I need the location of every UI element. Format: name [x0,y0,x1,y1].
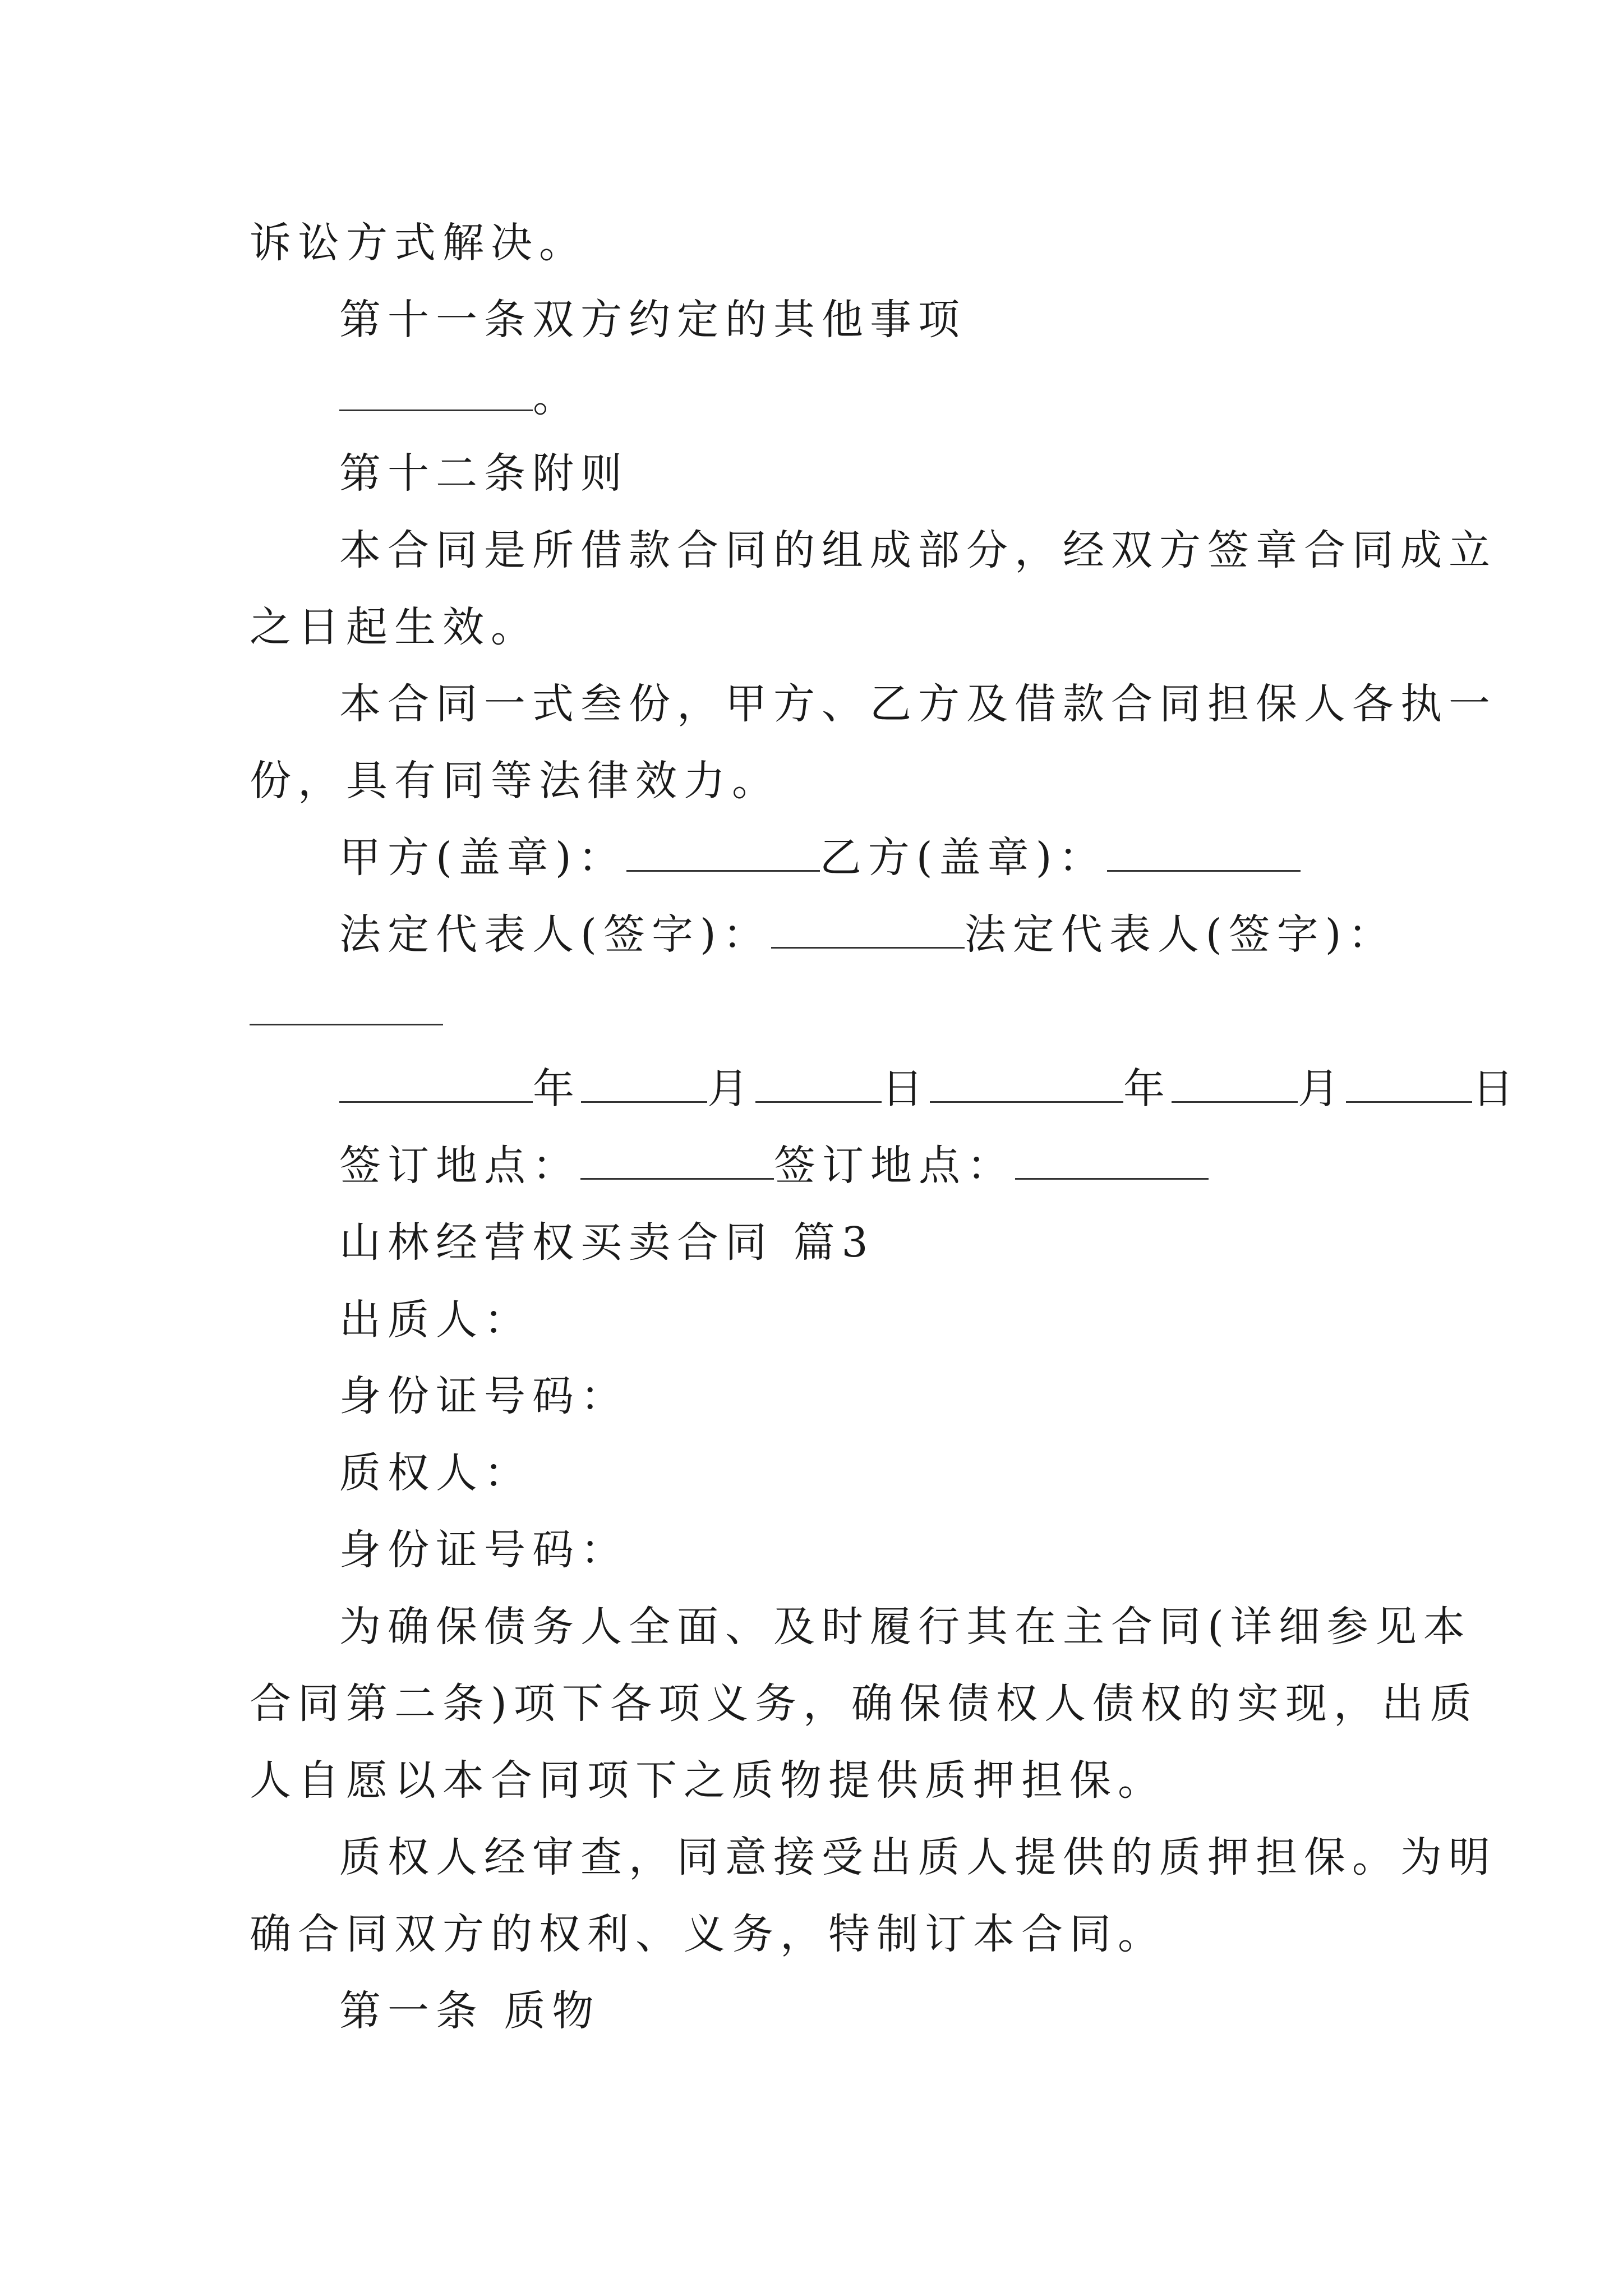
party-b-representative-label: 法定代表人(签字)： [964,910,1396,959]
month-label: 月 [707,1065,755,1113]
text-line: 出质人： [339,1296,532,1344]
party-a-representative-blank [771,913,965,949]
paragraph-line [339,523,1497,577]
text-line: 身份证号码： [339,1526,629,1574]
paragraph-line [339,677,1497,731]
signing-place-blank [1015,1144,1209,1180]
paragraph-line [250,1677,1478,1731]
paragraph-line [339,1600,1472,1654]
text-line: 第十二条附则 [339,449,629,498]
seal-line [339,831,1301,885]
day-label: 日 [1472,1065,1520,1113]
text-line: 身份证号码： [339,1372,629,1420]
paragraph-line [250,1754,1166,1807]
year-label: 年 [1123,1065,1172,1113]
paragraph-line [250,1907,1166,1961]
article-11-blank-line [339,370,581,424]
party-b-seal-label: 乙方(盖章)： [819,834,1107,882]
party-a-representative-label: 法定代表人(签字)： [339,910,771,959]
signing-place-line [339,1139,1209,1193]
paragraph-line [250,600,539,654]
day-blank [1346,1068,1472,1103]
paragraph-line [250,754,780,808]
month-label: 月 [1298,1065,1346,1113]
text-line: 质权人： [339,1449,532,1497]
text-line: 诉讼方式解决。 [250,219,587,267]
pledgor-label [339,1293,532,1347]
paragraph-line [339,1830,1497,1884]
text-line: 。 [533,373,581,421]
signing-place-label: 签订地点： [339,1142,580,1190]
signing-place-blank [580,1144,774,1180]
paragraph-continuation [250,216,587,270]
text-line: 本合同一式叁份，甲方、乙方及借款合同担保人各执一 [339,680,1497,728]
month-blank [581,1068,707,1103]
text-line: 质权人经审查，同意接受出质人提供的质押担保。为明 [339,1833,1497,1881]
text-line: 之日起生效。 [250,603,539,651]
day-blank [755,1068,882,1103]
party-a-seal-label: 甲方(盖章)： [339,834,626,882]
section-title [339,1216,875,1269]
pledgor-id-label [339,1369,629,1423]
text-line: 本合同是所借款合同的组成部分，经双方签章合同成立 [339,526,1497,574]
party-b-representative-blank [250,990,443,1025]
year-blank [930,1068,1123,1103]
party-b-seal-blank [1107,836,1301,872]
article-11-heading [339,293,966,347]
date-line [339,1062,1520,1116]
pledgee-label [339,1446,532,1500]
text-line: 第十一条双方约定的其他事项 [339,296,966,344]
fill-blank [339,376,533,411]
text-line: 份，具有同等法律效力。 [250,757,780,805]
day-label: 日 [882,1065,930,1113]
text-line: 合同第二条)项下各项义务，确保债权人债权的实现，出质 [250,1680,1478,1728]
article-1-heading [339,1984,601,2038]
text-line: 为确保债务人全面、及时履行其在主合同(详细参见本 [339,1603,1472,1651]
signature-continuation [250,984,443,1038]
article-12-heading [339,447,629,500]
pledgee-id-label [339,1523,629,1577]
text-line: 山林经营权买卖合同 篇3 [339,1218,875,1267]
text-line: 第一条 质物 [339,1987,601,2035]
month-blank [1172,1068,1298,1103]
signing-place-label: 签订地点： [774,1142,1015,1190]
year-label: 年 [533,1065,581,1113]
party-a-seal-blank [626,836,820,872]
text-line: 人自愿以本合同项下之质物提供质押担保。 [250,1756,1166,1805]
signature-line [339,908,1396,961]
year-blank [339,1068,533,1103]
text-line: 确合同双方的权利、义务，特制订本合同。 [250,1910,1166,1958]
